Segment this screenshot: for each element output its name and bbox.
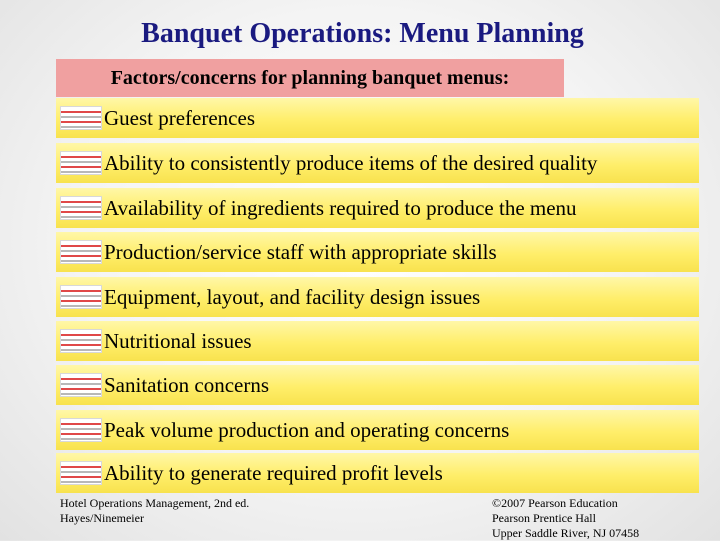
placeholder-image-icon [60, 418, 102, 442]
placeholder-image-icon [60, 151, 102, 175]
list-item [56, 453, 699, 493]
list-item-label: Sanitation concerns [104, 373, 270, 397]
slide-title: Banquet Operations: Menu Planning [141, 18, 584, 49]
list-item [56, 232, 699, 272]
list-item-label: Nutritional issues [104, 329, 252, 353]
list-item [56, 143, 699, 183]
placeholder-image-icon [60, 106, 102, 130]
footer-authors: Hayes/Ninemeier [60, 511, 144, 525]
placeholder-image-icon [60, 329, 102, 353]
placeholder-image-icon [60, 461, 102, 485]
placeholder-image-icon [60, 240, 102, 264]
footer-book-info [60, 496, 249, 526]
list-item [56, 277, 699, 317]
list-item-label: Ability to consistently produce items of the desired quality [104, 151, 598, 175]
footer-address: Upper Saddle River, NJ 07458 [492, 526, 640, 540]
list-item-label: Ability to generate required profit levels [104, 461, 443, 485]
list-item [56, 98, 699, 138]
list-item-label: Guest preferences [104, 106, 255, 130]
list-item-label: Peak volume production and operating concerns [104, 418, 510, 442]
slide-subtitle: Factors/concerns for planning banquet menus: [56, 59, 564, 97]
footer-book-title: Hotel Operations Management, 2nd ed. [60, 496, 250, 510]
list-item [56, 188, 699, 228]
placeholder-image-icon [60, 373, 102, 397]
list-item-label: Equipment, layout, and facility design issues [104, 285, 481, 309]
list-item-label: Production/service staff with appropriate skills [104, 240, 497, 264]
placeholder-image-icon [60, 285, 102, 309]
placeholder-image-icon [60, 196, 102, 220]
list-item [56, 410, 699, 450]
footer-publisher: Pearson Prentice Hall [492, 511, 596, 525]
footer-publisher-info [492, 496, 639, 541]
list-item [56, 321, 699, 361]
list-item-label: Availability of ingredients required to produce the menu [104, 196, 577, 220]
list-item [56, 365, 699, 405]
footer-copyright: ©2007 Pearson Education [492, 496, 618, 510]
